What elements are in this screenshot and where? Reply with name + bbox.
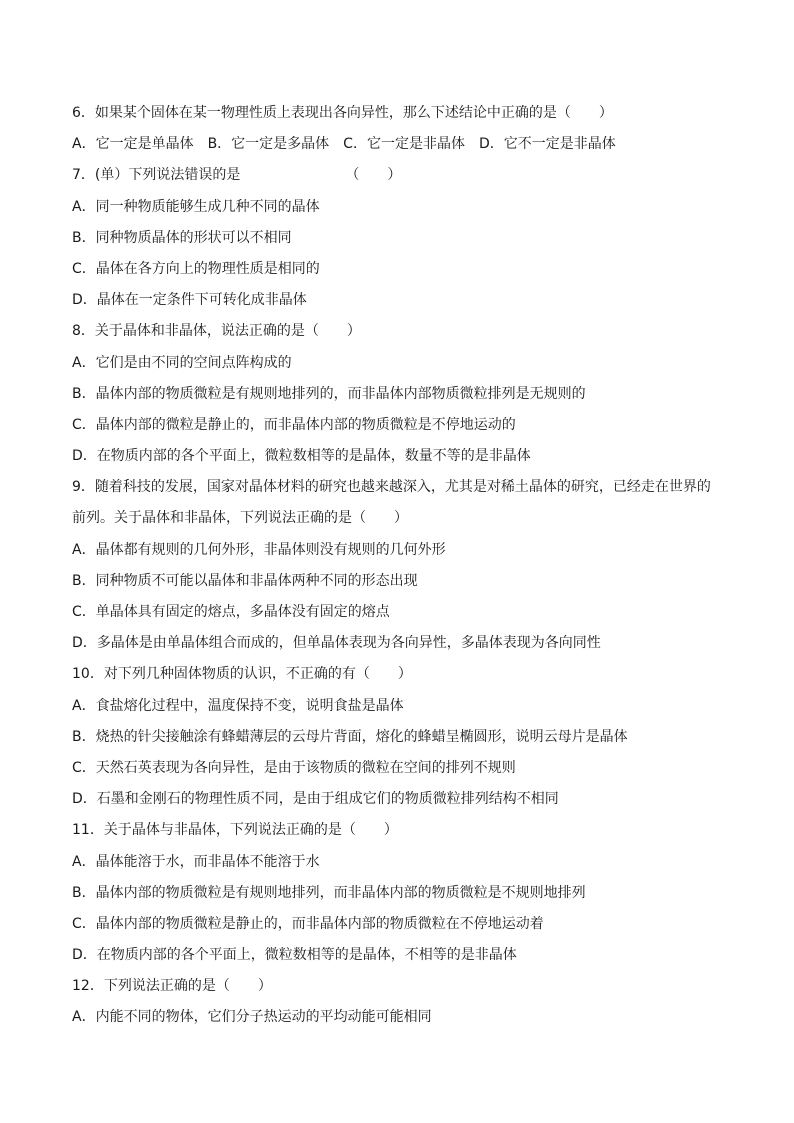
question-6-options: A．它一定是单晶体 B．它一定是多晶体 C．它一定是非晶体 D．它不一定是非晶体 [72,136,616,153]
question-12-option-a: A．内能不同的物体，它们分子热运动的平均动能可能相同 [72,1009,432,1026]
question-10-option-d: D．石墨和金刚石的物理性质不同，是由于组成它们的物质微粒排列结构不相同 [72,791,559,808]
question-9-option-c: C．单晶体具有固定的熔点，多晶体没有固定的熔点 [72,604,390,620]
question-8-option-b: B．晶体内部的物质微粒是有规则地排列的，而非晶体内部物质微粒排列是无规则的 [72,385,586,402]
question-9-stem-line1: 9．随着科技的发展，国家对晶体材料的研究也越来越深入，尤其是对稀土晶体的研究，已经走在世界的 [72,479,711,496]
question-11-option-a: A．晶体能溶于水，而非晶体不能溶于水 [72,853,320,870]
question-8-option-d: D．在物质内部的各个平面上，微粒数相等的是晶体，数量不等的是非晶体 [72,448,531,465]
question-10-stem: 10．对下列几种固体物质的认识，不正确的有（ ） [72,666,412,683]
question-7-stem: 7．(单）下列说法错误的是 （ ） [72,167,402,184]
question-7-option-b: B．同种物质晶体的形状可以不相同 [72,229,292,246]
question-8-option-c: C．晶体内部的微粒是静止的，而非晶体内部的物质微粒是不停地运动的 [72,416,516,433]
question-9-option-b: B．同种物质不可能以晶体和非晶体两种不同的形态出现 [72,572,418,589]
question-10-option-a: A．食盐熔化过程中，温度保持不变，说明食盐是晶体 [72,697,404,714]
question-12-stem: 12．下列说法正确的是（ ） [72,978,272,995]
question-7-option-c: C．晶体在各方向上的物理性质是相同的 [72,260,320,277]
question-list [72,101,722,1037]
question-11-option-c: C．晶体内部的物质微粒是静止的，而非晶体内部的物质微粒在不停地运动着 [72,915,544,932]
question-9-option-d: D．多晶体是由单晶体组合而成的，但单晶体表现为各向异性，多晶体表现为各向同性 [72,635,601,652]
question-8-stem: 8．关于晶体和非晶体，说法正确的是（ ） [72,323,361,340]
question-10-option-c: C．天然石英表现为各向异性，是由于该物质的微粒在空间的排列不规则 [72,759,516,776]
question-8-option-a: A．它们是由不同的空间点阵构成的 [72,354,292,371]
question-10-option-b: B．烧热的针尖接触涂有蜂蜡薄层的云母片背面，熔化的蜂蜡呈椭圆形，说明云母片是晶体 [72,728,628,745]
question-7-option-a: A．同一种物质能够生成几种不同的晶体 [72,198,320,215]
question-9-stem-line2: 前列。关于晶体和非晶体，下列说法正确的是（ ） [72,510,408,527]
question-11-stem: 11．关于晶体与非晶体，下列说法正确的是（ ） [72,822,398,839]
question-9-option-a: A．晶体都有规则的几何外形，非晶体则没有规则的几何外形 [72,541,446,558]
question-11-option-d: D．在物质内部的各个平面上，微粒数相等的是晶体，不相等的是非晶体 [72,947,517,964]
question-6-stem: 6．如果某个固体在某一物理性质上表现出各向异性，那么下述结论中正确的是（ ） [72,105,613,121]
question-11-option-b: B．晶体内部的物质微粒是有规则地排列，而非晶体内部的物质微粒是不规则地排列 [72,884,586,901]
question-7-option-d: D．晶体在一定条件下可转化成非晶体 [72,292,307,309]
